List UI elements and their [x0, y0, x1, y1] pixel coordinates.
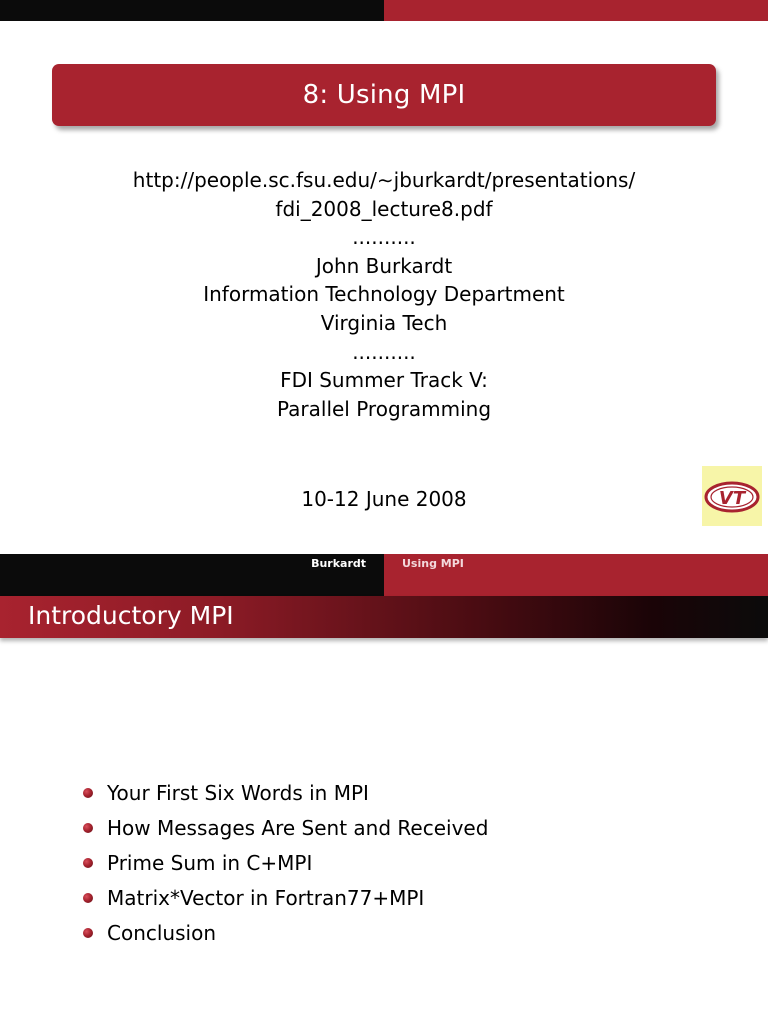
list-item-text: How Messages Are Sent and Received — [107, 816, 489, 840]
footer-bar-red-segment — [384, 554, 768, 596]
separator-dots: .......... — [352, 339, 416, 364]
date: 10-12 June 2008 — [301, 487, 467, 511]
bullet-icon — [83, 858, 93, 868]
slide-title: 8: Using MPI — [302, 80, 466, 110]
vt-logo-graphic — [702, 466, 762, 526]
separator-dots: .......... — [352, 225, 416, 250]
department: Information Technology Department — [203, 282, 565, 307]
frame-title-bar — [0, 596, 768, 638]
institution: Virginia Tech — [320, 310, 448, 335]
footer-bar-dark-segment — [0, 554, 384, 596]
header-bar-red-segment — [384, 0, 768, 21]
list-item-text: Conclusion — [107, 921, 216, 945]
bullet-icon — [83, 823, 93, 833]
frame-title: Introductory MPI — [28, 601, 234, 630]
header-bar — [0, 0, 768, 21]
footer-bar — [0, 554, 768, 596]
url-line-2[interactable]: fdi_2008_lecture8.pdf — [275, 196, 493, 221]
list-item — [82, 812, 488, 847]
list-item — [82, 882, 488, 917]
list-item-text: Your First Six Words in MPI — [107, 781, 369, 805]
header-bar-dark-segment — [0, 0, 384, 21]
event-name: FDI Summer Track V: — [280, 368, 488, 393]
list-item-text: Matrix*Vector in Fortran77+MPI — [107, 886, 425, 910]
footer-short-title: Using MPI — [402, 557, 464, 570]
footer-author: Burkardt — [311, 557, 366, 570]
vt-logo-icon — [702, 466, 762, 526]
bullet-icon — [83, 788, 93, 798]
list-item-text: Prime Sum in C+MPI — [107, 851, 313, 875]
list-item — [82, 917, 488, 952]
event-subtitle: Parallel Programming — [276, 396, 492, 421]
url-line-1[interactable]: http://people.sc.fsu.edu/∼jburkardt/presentations/ — [132, 168, 636, 192]
list-item — [82, 777, 488, 812]
title-box — [52, 64, 716, 126]
title-page-info — [0, 166, 768, 423]
list-item — [82, 847, 488, 882]
vt-logo-text: VT — [718, 488, 746, 509]
author-name: John Burkardt — [315, 253, 453, 278]
bullet-icon — [83, 893, 93, 903]
bullet-list — [82, 777, 488, 952]
bullet-icon — [83, 928, 93, 938]
